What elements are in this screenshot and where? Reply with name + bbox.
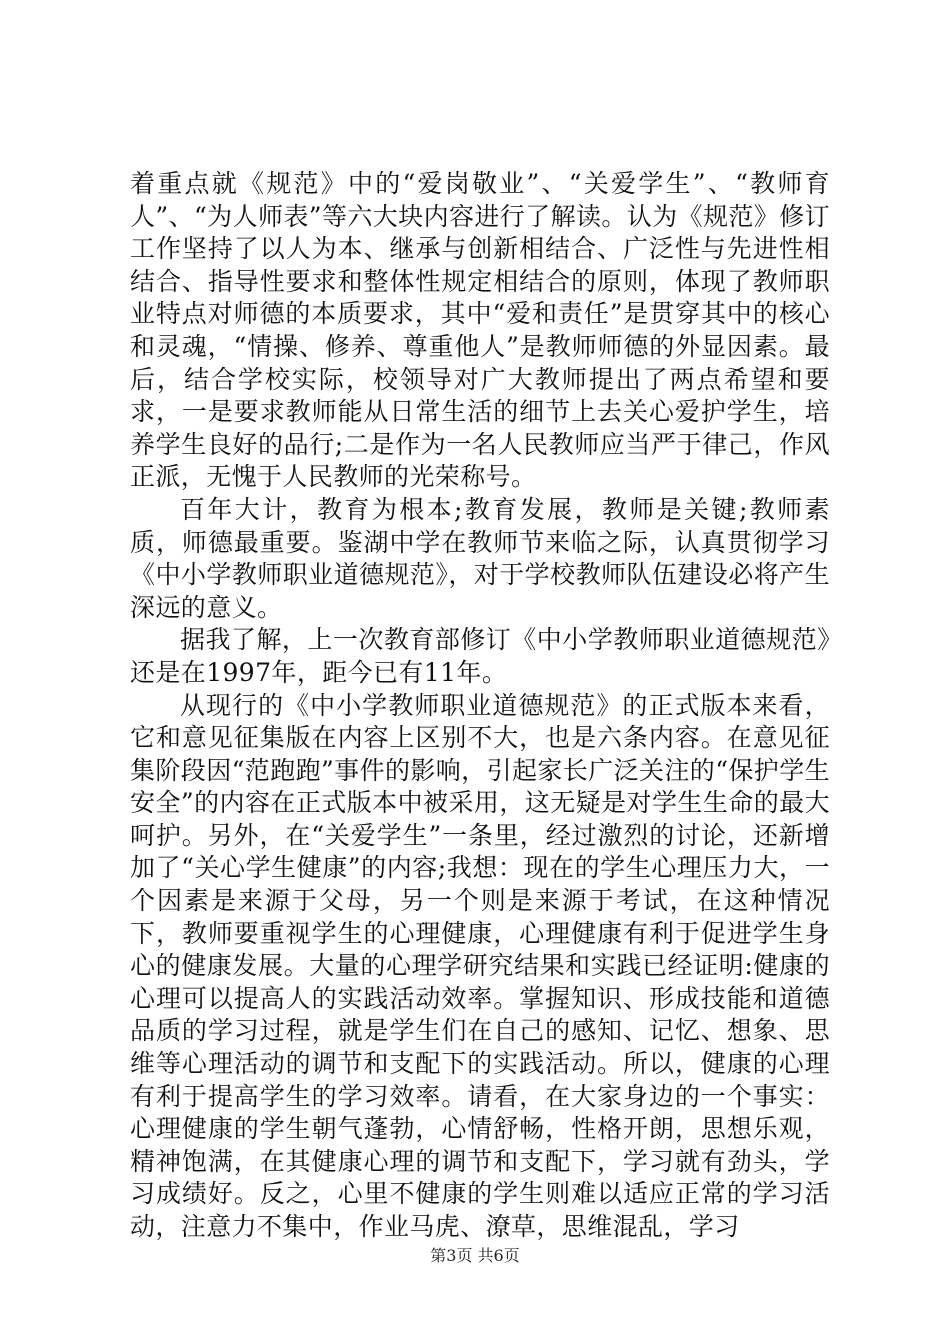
document-body — [130, 168, 830, 1244]
page-footer: 第3页 共6页 — [430, 1246, 520, 1265]
paragraph: 百年大计，教育为根本;教育发展，教师是关键;教师素质，师德最重要。鉴湖中学在教师节来临之际，认真贯彻学习《中小学教师职业道德规范》，对于学校教师队伍建设必将产生深远的意义。 — [130, 494, 830, 622]
paragraph: 据我了解，上一次教育部修订《中小学教师职业道德规范》还是在1997年，距今已有11年。 — [130, 625, 830, 687]
paragraph-continued: 着重点就《规范》中的“爱岗敬业”、“关爱学生”、“教师育人”、“为人师表”等六大块内容进行了解读。认为《规范》修订工作坚持了以人为本、继承与创新相结合、广泛性与先进性相结合、指导性要求和整体性规定相结合的原则，体现了教师职业特点对师德的本质要求，其中“爱和责任”是贯穿其中的核心和灵魂，“情操、修养、尊重他人”是教师师德的外显因素。最后，结合学校实际，校领导对广大教师提出了两点希望和要求，一是要求教师能从日常生活的细节上去关心爱护学生，培养学生良好的品行;二是作为一名人民教师应当严于律己，作风正派，无愧于人民教师的光荣称号。 — [130, 169, 830, 492]
paragraph: 从现行的《中小学教师职业道德规范》的正式版本来看，它和意见征集版在内容上区别不大，也是六条内容。在意见征集阶段因“范跑跑”事件的影响，引起家长广泛关注的“保护学生安全”的内容在正式版本中被采用，这无疑是对学生生命的最大呵护。另外，在“关爱学生”一条里，经过激烈的讨论，还新增加了“关心学生健康”的内容;我想：现在的学生心理压力大，一个因素是来源于父母，另一个则是来源于考试，在这种情况下，教师要重视学生的心理健康，心理健康有利于促进学生身心的健康发展。大量的心理学研究结果和实践已经证明:健康的心理可以提高人的实践活动效率。掌握知识、形成技能和道德品质的学习过程，就是学生们在自己的感知、记忆、想象、思维等心理活动的调节和支配下的实践活动。所以，健康的心理有利于提高学生的学习效率。请看，在大家身边的一个事实：心理健康的学生朝气蓬勃，心情舒畅，性格开朗，思想乐观，精神饱满，在其健康心理的调节和支配下，学习就有劲头，学习成绩好。反之，心里不健康的学生则难以适应正常的学习活动，注意力不集中，作业马虎、潦草，思维混乱，学习 — [130, 690, 830, 1241]
